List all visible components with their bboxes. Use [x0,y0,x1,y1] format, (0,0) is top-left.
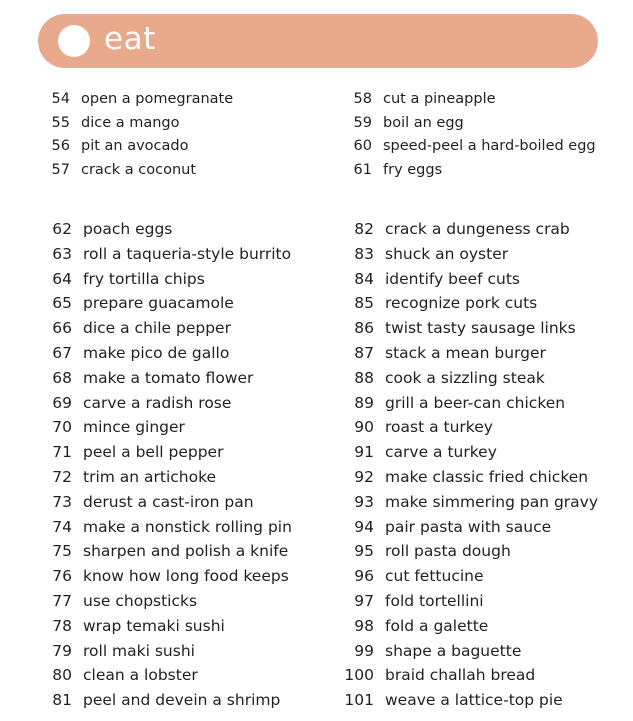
list-item[interactable] [344,615,598,639]
list-item[interactable] [42,540,338,564]
item-number: 63 [52,244,72,263]
list-item[interactable] [344,664,598,688]
page-title: eat [104,21,156,57]
list-item[interactable] [344,466,598,490]
list-item[interactable] [344,317,598,341]
list-item[interactable] [344,88,598,111]
list-item[interactable] [42,466,338,490]
item-number: 76 [52,567,72,586]
item-label: fry eggs [383,161,443,178]
item-number: 60 [353,138,372,154]
item-number: 67 [52,343,72,362]
item-number: 86 [354,319,374,338]
section-banner [38,14,598,68]
item-label: peel and devein a shrimp [83,691,281,710]
item-number: 72 [52,467,72,486]
list-item[interactable] [42,292,338,316]
list-item[interactable] [42,565,338,589]
item-label: use chopsticks [83,591,198,610]
item-number: 79 [52,641,72,660]
item-number: 58 [353,91,372,107]
item-number: 82 [354,220,374,238]
item-number: 95 [354,542,374,561]
item-label: make pico de gallo [83,343,230,362]
item-label: roast a turkey [385,418,493,437]
item-label: recognize pork cuts [385,294,538,313]
list-item[interactable] [344,159,598,182]
item-label: clean a lobster [83,666,198,685]
item-label: open a pomegranate [81,91,234,107]
list-item[interactable] [344,367,598,391]
item-number: 61 [353,161,372,178]
item-label: pit an avocado [81,138,189,154]
item-label: cook a sizzling steak [385,368,545,387]
item-label: identify beef cuts [385,269,520,288]
item-label: grill a beer-can chicken [385,393,566,412]
list-item[interactable] [344,135,598,158]
item-label: cut a pineapple [383,91,496,107]
list-item[interactable] [42,689,338,713]
item-label: crack a coconut [81,161,197,178]
item-label: dice a mango [81,114,180,131]
list-item[interactable] [344,243,598,267]
list-item[interactable] [42,640,338,664]
list-item[interactable] [42,664,338,688]
list-section-top [38,88,598,182]
item-label: fold tortellini [385,591,484,610]
item-number: 91 [354,443,374,462]
item-label: crack a dungeness crab [385,220,570,238]
item-number: 59 [353,114,372,131]
list-column-left-bottom [38,218,338,714]
list-item[interactable] [42,243,338,267]
item-label: know how long food keeps [83,567,289,586]
item-label: make classic fried chicken [385,467,589,486]
item-number: 56 [51,138,70,154]
item-number: 73 [52,492,72,511]
list-item[interactable] [344,292,598,316]
list-section-bottom [38,218,598,714]
item-label: stack a mean burger [385,343,546,362]
item-label: fry tortilla chips [83,269,205,288]
list-item[interactable] [42,317,338,341]
list-item[interactable] [344,689,598,713]
item-label: sharpen and polish a knife [83,542,289,561]
item-label: boil an egg [383,114,464,131]
item-label: roll a taqueria-style burrito [83,244,292,263]
item-label: derust a cast-iron pan [83,492,254,511]
list-item[interactable] [344,540,598,564]
item-label: prepare guacamole [83,294,234,313]
bullet-circle-icon [58,25,90,57]
list-item[interactable] [42,416,338,440]
item-label: peel a bell pepper [83,443,224,462]
item-label: speed-peel a hard-boiled egg [383,138,596,154]
list-item[interactable] [42,491,338,515]
item-number: 85 [354,294,374,313]
item-number: 68 [52,368,72,387]
list-column-left-top [38,88,338,182]
item-number: 62 [52,220,72,238]
item-number: 89 [354,393,374,412]
item-number: 65 [52,294,72,313]
item-number: 94 [354,517,374,536]
list-item[interactable] [42,590,338,614]
item-label: poach eggs [83,220,173,238]
list-item[interactable] [42,88,338,111]
list-item[interactable] [344,590,598,614]
item-number: 71 [52,443,72,462]
list-item[interactable] [344,516,598,540]
list-column-right-top [338,88,598,182]
item-label: roll pasta dough [385,542,511,561]
list-item[interactable] [344,342,598,366]
list-item[interactable] [344,392,598,416]
item-number: 97 [354,591,374,610]
list-item[interactable] [42,392,338,416]
list-item[interactable] [344,565,598,589]
item-number: 64 [52,269,72,288]
item-number: 88 [354,368,374,387]
item-number: 84 [354,269,374,288]
list-item[interactable] [42,367,338,391]
list-item[interactable] [42,135,338,158]
list-item[interactable] [344,441,598,465]
list-item[interactable] [42,615,338,639]
list-item[interactable] [344,491,598,515]
item-label: weave a lattice-top pie [385,691,563,710]
item-number: 74 [52,517,72,536]
item-label: fold a galette [385,616,489,635]
item-label: trim an artichoke [83,467,217,486]
item-label: dice a chile pepper [83,319,231,338]
list-item[interactable] [344,218,598,242]
item-label: make simmering pan gravy [385,492,599,511]
item-number: 54 [51,91,70,107]
item-label: roll maki sushi [83,641,195,660]
item-number: 83 [354,244,374,263]
item-label: shuck an oyster [385,244,509,263]
list-item[interactable] [344,112,598,135]
item-label: twist tasty sausage links [385,319,576,338]
item-number: 99 [354,641,374,660]
list-item[interactable] [42,342,338,366]
item-label: make a tomato flower [83,368,254,387]
item-label: shape a baguette [385,641,522,660]
item-number: 77 [52,591,72,610]
item-number: 93 [354,492,374,511]
item-label: carve a turkey [385,443,497,462]
item-label: pair pasta with sauce [385,517,552,536]
item-number: 81 [52,691,72,710]
item-label: mince ginger [83,418,185,437]
list-item[interactable] [42,441,338,465]
item-number: 57 [51,161,70,178]
list-item[interactable] [42,516,338,540]
item-number: 55 [51,114,70,131]
item-label: braid challah bread [385,666,536,685]
item-number: 98 [354,616,374,635]
list-item[interactable] [344,416,598,440]
list-item[interactable] [42,159,338,182]
item-number: 92 [354,467,374,486]
item-number: 66 [52,319,72,338]
item-label: cut fettucine [385,567,484,586]
list-item[interactable] [344,268,598,292]
item-number: 96 [354,567,374,586]
list-item[interactable] [42,112,338,135]
item-number: 101 [344,691,374,710]
item-number: 78 [52,616,72,635]
item-number: 69 [52,393,72,412]
list-item[interactable] [344,640,598,664]
item-number: 87 [354,343,374,362]
item-number: 75 [52,542,72,561]
item-label: make a nonstick rolling pin [83,517,292,536]
list-item[interactable] [42,218,338,242]
list-item[interactable] [42,268,338,292]
item-label: carve a radish rose [83,393,232,412]
item-label: wrap temaki sushi [83,616,225,635]
item-number: 70 [52,418,72,437]
item-number: 100 [344,666,374,685]
item-number: 90 [354,418,374,437]
item-number: 80 [52,666,72,685]
list-column-right-bottom [338,218,598,714]
